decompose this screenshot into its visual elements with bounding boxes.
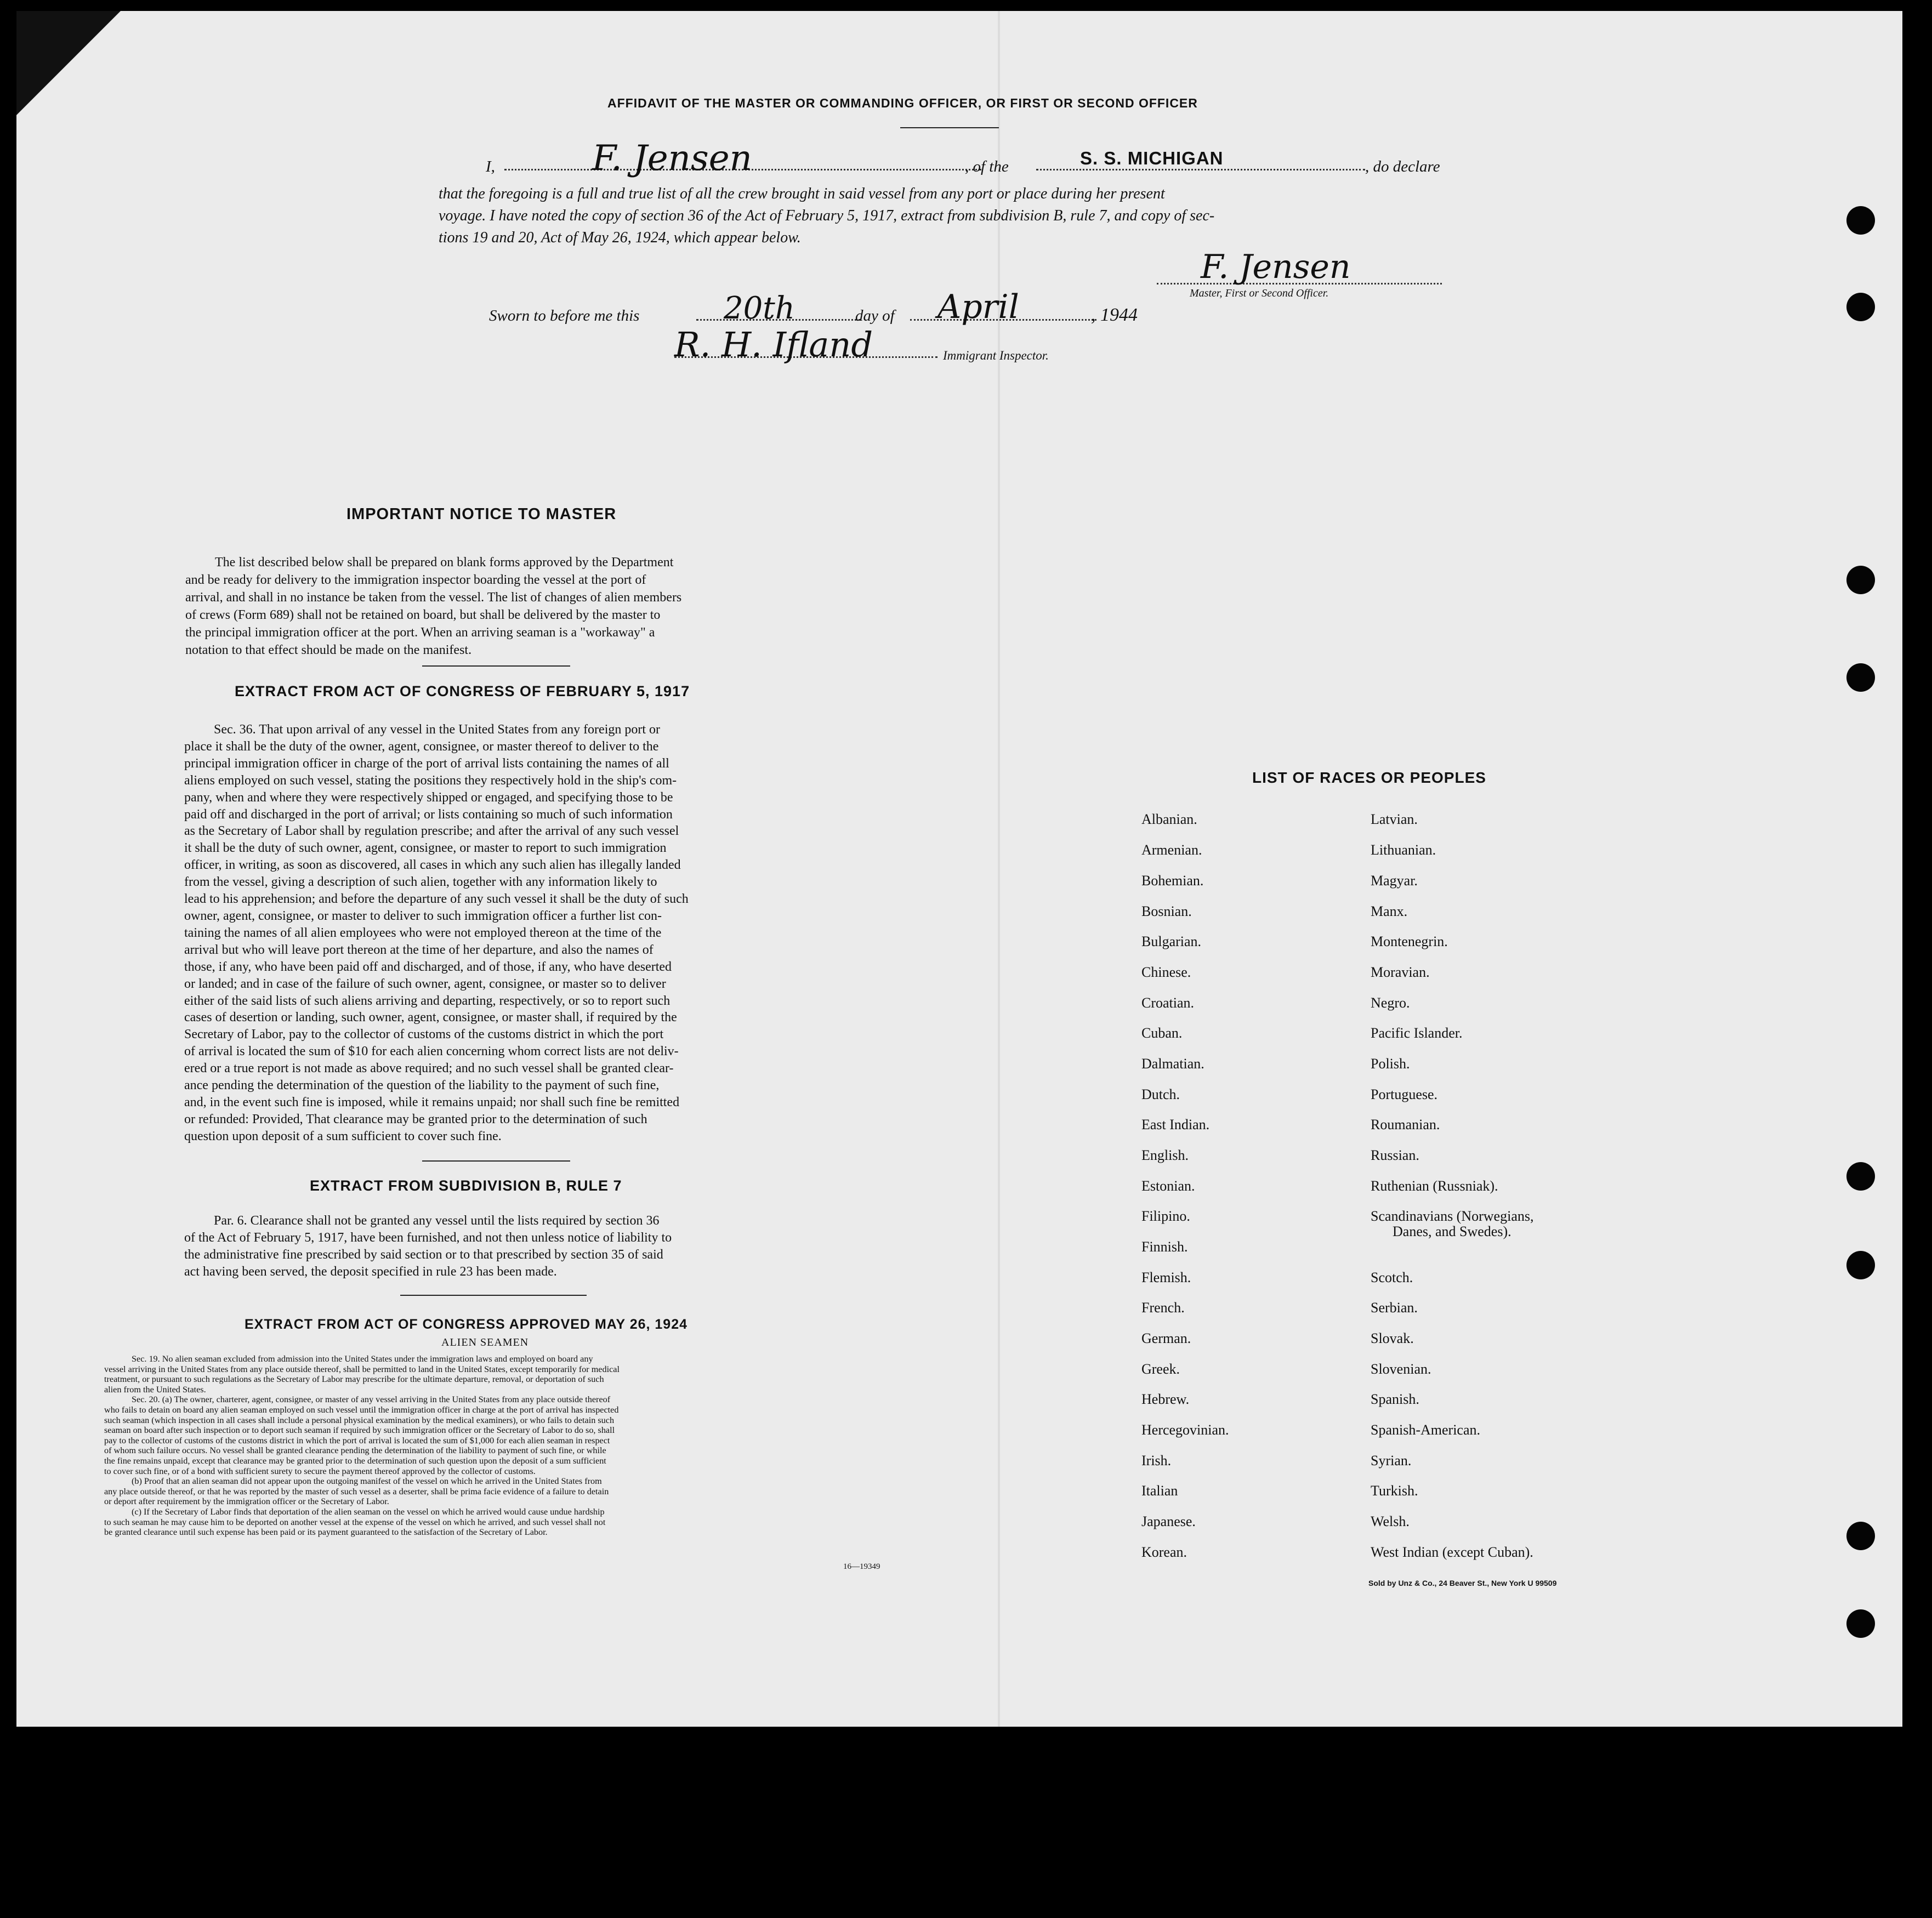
rule7-line: the administrative fine prescribed by said section or to that prescribed by section 35 of said: [184, 1248, 663, 1262]
rule7-rule: [400, 1295, 587, 1296]
extract-1924-line: Sec. 20. (a) The owner, charterer, agent, consignee, or master of any vessel arriving in the United States from any place outside thereof: [132, 1395, 611, 1405]
extract-1924-line: treatment, or pursuant to such regulations as the Secretary of Labor may prescribe for the ultimate departure, removal, or deportation of such: [104, 1374, 604, 1385]
rule7-title: EXTRACT FROM SUBDIVISION B, RULE 7: [310, 1177, 622, 1194]
extract-1917-line: or landed; and in case of the failure of such owner, agent, consignee, or master so to deliver: [184, 976, 666, 991]
race-item: Flemish.: [1141, 1270, 1191, 1285]
race-item: Montenegrin.: [1371, 934, 1448, 949]
extract-1924-line: such seaman (which inspection in all cases shall include a personal physical examination by the medical examiners), or who fails to detain such: [104, 1415, 615, 1425]
center-fold: [998, 11, 1000, 1727]
extract-1924-title: EXTRACT FROM ACT OF CONGRESS APPROVED MAY 26, 1924: [245, 1317, 688, 1332]
notice-line: arrival, and shall in no instance be taken from the vessel. The list of changes of alien members: [185, 590, 682, 605]
extract-1924-line: seaman on board after such inspection or to deport such seaman if required by such immigration officer or the Secretary of Labor to do so, shall: [104, 1425, 615, 1436]
race-item: Hebrew.: [1141, 1391, 1190, 1407]
extract-1917-line: ance pending the determination of the question of the liability to the payment of such fine,: [184, 1078, 660, 1093]
sworn-prefix: Sworn to before me this: [489, 307, 640, 325]
inspector-signature: R. H. Ifland: [674, 325, 873, 365]
vessel-name: S. S. MICHIGAN: [1080, 148, 1224, 168]
race-item: Scandinavians (Norwegians,: [1371, 1208, 1534, 1224]
extract-1917-rule: [422, 1160, 570, 1162]
notice-line: and be ready for delivery to the immigration inspector boarding the vessel at the port of: [185, 573, 646, 587]
race-item: Bulgarian.: [1141, 934, 1202, 949]
extract-1917-line: from the vessel, giving a description of such alien, together with any information likely to: [184, 875, 657, 890]
rule7-line: of the Act of February 5, 1917, have been furnished, and not then unless notice of liability to: [184, 1231, 672, 1245]
race-item: Greek.: [1141, 1361, 1180, 1377]
extract-1917-line: taining the names of all alien employees who were not employed thereon at the time of the: [184, 925, 662, 940]
race-item: Bohemian.: [1141, 873, 1204, 889]
race-item: Irish.: [1141, 1453, 1172, 1469]
extract-1924-subtitle: ALIEN SEAMEN: [441, 1336, 529, 1348]
race-item: Lithuanian.: [1371, 842, 1436, 858]
extract-1917-line: arrival but who will leave port thereon at the time of her departure, and also the names of: [184, 942, 654, 957]
officer-name-signature: F. Jensen: [592, 138, 752, 179]
punch-hole: [1846, 1251, 1875, 1279]
race-item: Spanish.: [1371, 1391, 1419, 1407]
affidavit-line-2: that the foregoing is a full and true list of all the crew brought in said vessel from any port or place during her present: [439, 185, 1165, 202]
race-item: Slovenian.: [1371, 1361, 1431, 1377]
race-item: Dalmatian.: [1141, 1056, 1204, 1072]
inspector-label: Immigrant Inspector.: [943, 349, 1049, 362]
extract-1917-line: officer, in writing, as soon as discovered, all cases in which any such alien has illegally landed: [184, 858, 681, 873]
rule7-text: [184, 1213, 816, 1280]
extract-1917-line: or refunded: Provided, That clearance may be granted prior to the determination of such: [184, 1112, 647, 1126]
race-item: Turkish.: [1371, 1483, 1418, 1499]
extract-1924-line: or deport after requirement by the immigration officer or the Secretary of Labor.: [104, 1496, 389, 1507]
race-item: Hercegovinian.: [1141, 1422, 1229, 1438]
race-item: Filipino.: [1141, 1208, 1190, 1224]
extract-1924-line: to cover such fine, or of a bond with sufficient surety to secure the payment thereof approved by the collector of customs.: [104, 1466, 536, 1476]
extract-1917-line: Sec. 36. That upon arrival of any vessel in the United States from any foreign port or: [214, 722, 661, 737]
sworn-day: 20th: [724, 291, 795, 326]
extract-1917-line: either of the said lists of such aliens arriving and departing, respectively, or so to report such: [184, 993, 670, 1008]
race-item: Bosnian.: [1141, 903, 1192, 919]
punch-hole: [1846, 1609, 1875, 1638]
punch-hole: [1846, 663, 1875, 692]
race-item: Ruthenian (Russniak).: [1371, 1178, 1498, 1194]
notice-rule: [422, 665, 570, 667]
sworn-year: , 1944: [1091, 305, 1138, 325]
extract-1924-line: Sec. 19. No alien seaman excluded from admission into the United States under the immigration laws and employed on board any: [132, 1354, 593, 1364]
form-number: 16—19349: [843, 1562, 880, 1571]
extract-1917-title: EXTRACT FROM ACT OF CONGRESS OF FEBRUARY 5, 1917: [235, 683, 690, 699]
race-item: Magyar.: [1371, 873, 1418, 889]
notice-line: the principal immigration officer at the port. When an arriving seaman is a "workaway" a: [185, 625, 655, 640]
extract-1917-line: cases of desertion or landing, such owner, agent, consignee, or master shall, if required by the: [184, 1010, 677, 1025]
extract-1924-line: pay to the collector of customs of the customs district in which the port of arrival is located the sum of $1,000 for each alien seaman in respect: [104, 1435, 610, 1445]
extract-1917-line: place it shall be the duty of the owner, agent, consignee, or master thereof to deliver to the: [184, 739, 659, 754]
do-declare-label: , do declare: [1365, 158, 1440, 175]
race-item: Moravian.: [1371, 964, 1430, 980]
master-signature: F. Jensen: [1201, 248, 1351, 286]
race-item: Syrian.: [1371, 1453, 1412, 1469]
extract-1917-line: paid off and discharged in the port of arrival; or lists containing so much of such information: [184, 807, 673, 822]
race-item: Finnish.: [1141, 1239, 1188, 1255]
affidavit-i-label: I,: [486, 158, 495, 175]
race-item: Cuban.: [1141, 1025, 1183, 1041]
race-item: Croatian.: [1141, 995, 1195, 1011]
race-item: Latvian.: [1371, 811, 1418, 827]
of-the-label: , of the: [965, 158, 1009, 175]
extract-1917-line: of arrival is located the sum of $10 for each alien concerning whom correct lists are not deliv-: [184, 1044, 679, 1059]
extract-1917-line: as the Secretary of Labor shall by regulation prescribe; and after the arrival of any such vessel: [184, 824, 679, 839]
notice-title: IMPORTANT NOTICE TO MASTER: [346, 505, 617, 523]
affidavit-line-3: voyage. I have noted the copy of section 36 of the Act of February 5, 1917, extract from subdivision B, rule 7, and copy of sec-: [439, 207, 1215, 224]
notice-text: [185, 554, 816, 659]
extract-1924-line: any place outside thereof, or that he was reported by the master of such vessel as a deserter, shall be prima facie evidence of a failure to detain: [104, 1486, 609, 1496]
extract-1924-line: to such seaman he may cause him to be deported on another vessel at the expense of the vessel on which he arrived, and such vessel shall not: [104, 1517, 606, 1527]
day-of-label: day of: [855, 307, 895, 325]
extract-1924-line: (c) If the Secretary of Labor finds that deportation of the alien seaman on the vessel on which he arrived would cause undue hardship: [132, 1506, 605, 1517]
race-item: Russian.: [1371, 1147, 1419, 1163]
affidavit-line-4: tions 19 and 20, Act of May 26, 1924, which appear below.: [439, 229, 801, 246]
race-item: Italian: [1141, 1483, 1178, 1499]
extract-1924-line: of whom such failure occurs. No vessel shall be granted clearance pending the determination of the liability to payment of such fine, or while: [104, 1445, 606, 1456]
race-item: Estonian.: [1141, 1178, 1195, 1194]
race-item: Chinese.: [1141, 964, 1191, 980]
extract-1924-line: be granted clearance until such expense has been paid or its payment guaranteed to the satisfaction of the Secretary of Labor.: [104, 1527, 548, 1538]
extract-1917-line: Secretary of Labor, pay to the collector of customs of the customs district in which the port: [184, 1027, 664, 1042]
notice-line: notation to that effect should be made on the manifest.: [185, 643, 472, 657]
extract-1917-line: it shall be the duty of such owner, agent, consignee, or master to report to such immigration: [184, 841, 667, 856]
extract-1924-line: the fine remains unpaid, except that clearance may be granted prior to the determination of such question upon the deposit of a sum sufficient: [104, 1455, 606, 1466]
sworn-month: April: [937, 288, 1019, 326]
vessel-line: [1036, 169, 1365, 170]
punch-hole: [1846, 206, 1875, 235]
race-item: Dutch.: [1141, 1086, 1180, 1102]
folded-corner: [16, 11, 121, 115]
race-item-continuation: Danes, and Swedes).: [1393, 1223, 1511, 1239]
extract-1917-line: those, if any, who have been paid off and discharged, and of those, if any, who have deserted: [184, 959, 672, 974]
race-item: Korean.: [1141, 1544, 1187, 1560]
extract-1917-line: and, in the event such fine is imposed, while it remains unpaid; nor shall such fine be remitted: [184, 1095, 680, 1109]
race-item: Japanese.: [1141, 1513, 1196, 1529]
race-item: Scotch.: [1371, 1270, 1413, 1285]
rule7-line: act having been served, the deposit specified in rule 23 has been made.: [184, 1265, 557, 1279]
extract-1924-line: vessel arriving in the United States from any place outside thereof, shall be permitted to land in the United States, except temporarily for medical: [104, 1364, 620, 1374]
race-item: Welsh.: [1371, 1513, 1410, 1529]
affidavit-rule: [900, 127, 999, 128]
race-item: Spanish-American.: [1371, 1422, 1481, 1438]
race-item: Roumanian.: [1371, 1117, 1440, 1132]
race-item: Polish.: [1371, 1056, 1410, 1072]
race-item: Negro.: [1371, 995, 1410, 1011]
race-item: Manx.: [1371, 903, 1408, 919]
extract-1917-line: ered or a true report is not made as above required; and no such vessel shall be granted clear-: [184, 1061, 674, 1076]
race-item: English.: [1141, 1147, 1189, 1163]
punch-hole: [1846, 1162, 1875, 1191]
affidavit-title: AFFIDAVIT OF THE MASTER OR COMMANDING OFFICER, OR FIRST OR SECOND OFFICER: [607, 96, 1198, 110]
race-item: East Indian.: [1141, 1117, 1210, 1132]
race-item: French.: [1141, 1300, 1185, 1316]
punch-hole: [1846, 1522, 1875, 1550]
races-title: LIST OF RACES OR PEOPLES: [1252, 769, 1486, 786]
race-item: Slovak.: [1371, 1330, 1414, 1346]
extract-1924-line: alien from the United States.: [104, 1384, 206, 1395]
extract-1917-line: principal immigration officer in charge of the port of arrival lists containing the names of all: [184, 756, 669, 771]
extract-1917-line: owner, agent, consignee, or master to deliver to such immigration officer a further list con-: [184, 908, 662, 923]
master-label: Master, First or Second Officer.: [1190, 287, 1329, 299]
race-item: Serbian.: [1371, 1300, 1418, 1316]
extract-1917-line: question upon deposit of a sum sufficient to cover such fine.: [184, 1129, 502, 1143]
race-item: Armenian.: [1141, 842, 1202, 858]
extract-1924-line: (b) Proof that an alien seaman did not appear upon the outgoing manifest of the vessel on which he arrived in the United States from: [132, 1476, 602, 1487]
extract-1924-line: who fails to detain on board any alien seaman employed on such vessel until the immigration officer in charge at the port of arrival has inspected: [104, 1404, 619, 1415]
race-item: West Indian (except Cuban).: [1371, 1544, 1533, 1560]
race-item: Portuguese.: [1371, 1086, 1438, 1102]
race-item: German.: [1141, 1330, 1191, 1346]
punch-hole: [1846, 293, 1875, 321]
extract-1917-line: lead to his apprehension; and before the departure of any such vessel it shall be the duty of such: [184, 892, 689, 907]
rule7-line: Par. 6. Clearance shall not be granted any vessel until the lists required by section 36: [214, 1214, 660, 1228]
race-item: Albanian.: [1141, 811, 1197, 827]
extract-1917-line: pany, when and where they were respectively shipped or engaged, and specifying those to be: [184, 790, 673, 805]
extract-1917-line: aliens employed on such vessel, stating the positions they respectively hold in the ship's com-: [184, 773, 677, 788]
extract-1917-text: [184, 721, 816, 1145]
punch-hole: [1846, 566, 1875, 594]
document-sheet: [16, 11, 1902, 1727]
extract-1924-text: [104, 1354, 905, 1538]
printer-footer: Sold by Unz & Co., 24 Beaver St., New York U 99509: [1368, 1579, 1557, 1587]
race-item: Pacific Islander.: [1371, 1025, 1463, 1041]
notice-line: The list described below shall be prepared on blank forms approved by the Department: [215, 555, 674, 570]
notice-line: of crews (Form 689) shall not be retained on board, but shall be delivered by the master to: [185, 608, 661, 622]
